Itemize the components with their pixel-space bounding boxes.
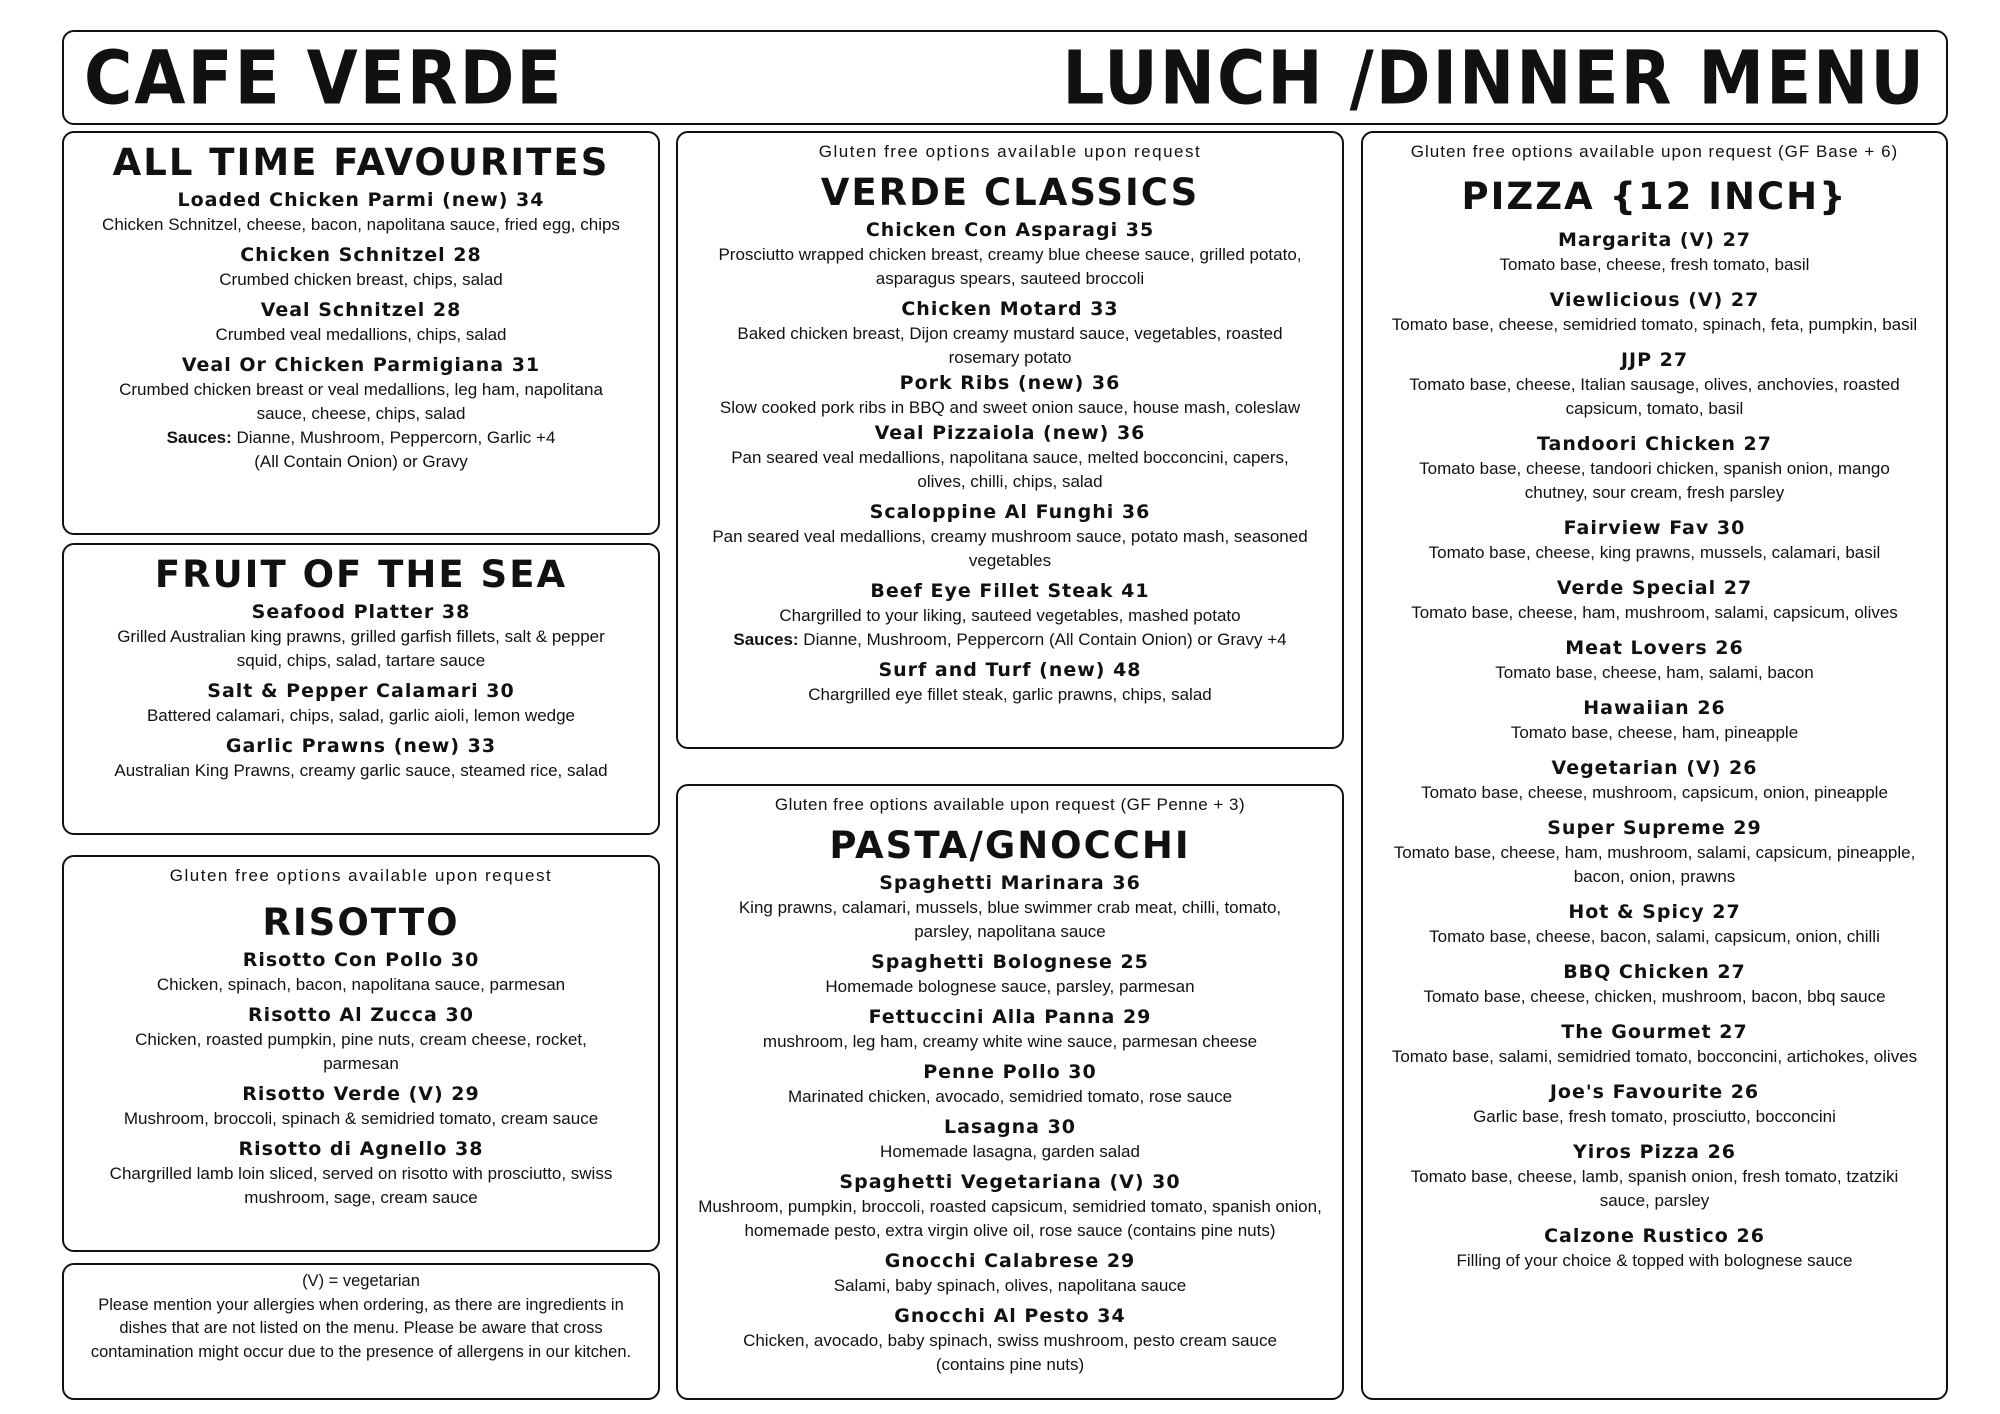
menu-item-desc: Chicken Schnitzel, cheese, bacon, napolitana sauce, fried egg, chips <box>102 215 620 234</box>
menu-item-desc: Grilled Australian king prawns, grilled garfish fillets, salt & pepper squid, chips, salad, tartare sauce <box>117 627 605 670</box>
menu-item-desc: Salami, baby spinach, olives, napolitana sauce <box>833 1276 1187 1295</box>
menu-item-desc: Tomato base, cheese, lamb, spanish onion, fresh tomato, tzatziki sauce, parsley <box>1410 1167 1899 1210</box>
sauces-label: Sauces: <box>166 428 232 447</box>
menu-item-name: Chicken Motard 33 <box>901 298 1119 320</box>
sauces-text: Dianne, Mushroom, Peppercorn, Garlic +4 <box>231 428 556 447</box>
menu-item-desc: Australian King Prawns, creamy garlic sauce, steamed rice, salad <box>114 761 608 780</box>
menu-item-name: BBQ Chicken 27 <box>1563 961 1746 983</box>
section-title: ALL TIME FAVOURITES <box>112 141 610 184</box>
allergy-info-box <box>62 1263 660 1400</box>
menu-item-desc: Crumbed veal medallions, chips, salad <box>215 325 507 344</box>
menu-item-desc: Mushroom, broccoli, spinach & semidried tomato, cream sauce <box>123 1109 599 1128</box>
menu-item-name: Hot & Spicy 27 <box>1568 901 1741 923</box>
menu-item-desc: Chicken, roasted pumpkin, pine nuts, cream cheese, rocket, parmesan <box>135 1030 587 1073</box>
gluten-free-note: Gluten free options available upon request (GF Base + 6) <box>1410 142 1899 161</box>
menu-item-name: Risotto Con Pollo 30 <box>242 949 480 971</box>
menu-item-desc: Chargrilled lamb loin sliced, served on risotto with prosciutto, swiss mushroom, sage, cream sauce <box>109 1164 613 1207</box>
classics-section <box>676 131 1344 749</box>
menu-item-name: Yiros Pizza 26 <box>1572 1141 1737 1163</box>
menu-item-name: Surf and Turf (new) 48 <box>878 659 1142 681</box>
menu-item-name: Verde Special 27 <box>1556 577 1753 599</box>
menu-item-name: Salt & Pepper Calamari 30 <box>207 680 515 702</box>
menu-item-name: Super Supreme 29 <box>1547 817 1762 839</box>
menu-item-desc: Tomato base, cheese, semidried tomato, spinach, feta, pumpkin, basil <box>1391 315 1918 334</box>
gluten-free-note: Gluten free options available upon request <box>818 142 1202 161</box>
allergy-notice: Please mention your allergies when ordering, as there are ingredients in dishes that are not listed on the menu. Please be aware that cross contamination might occur due to the presence of allergens in our kitchen. <box>90 1295 632 1361</box>
cafe-name: CAFE VERDE <box>84 35 564 122</box>
sea-section <box>62 543 660 835</box>
menu-item-name: Spaghetti Bolognese 25 <box>871 951 1149 973</box>
menu-item-name: Veal Schnitzel 28 <box>260 299 462 321</box>
section-title: RISOTTO <box>262 901 460 944</box>
gluten-free-note: Gluten free options available upon request <box>169 866 553 885</box>
menu-item-desc: Tomato base, cheese, king prawns, mussels, calamari, basil <box>1428 543 1881 562</box>
menu-item-desc: Mushroom, pumpkin, broccoli, roasted capsicum, semidried tomato, spanish onion, homemade pesto, extra virgin olive oil, rose sauce (contains pine nuts) <box>698 1197 1322 1240</box>
pasta-section <box>676 784 1344 1400</box>
menu-item-desc: Tomato base, cheese, ham, salami, bacon <box>1495 663 1814 682</box>
menu-item-name: Veal Pizzaiola (new) 36 <box>874 422 1146 444</box>
menu-item-desc: Tomato base, cheese, ham, pineapple <box>1510 723 1799 742</box>
menu-item-desc: Tomato base, cheese, bacon, salami, capsicum, onion, chilli <box>1429 927 1880 946</box>
menu-item-name: Risotto Al Zucca 30 <box>248 1004 474 1026</box>
sauces-line <box>678 628 1342 652</box>
menu-item-desc: Filling of your choice & topped with bolognese sauce <box>1456 1251 1853 1270</box>
menu-item-desc: Tomato base, salami, semidried tomato, bocconcini, artichokes, olives <box>1391 1047 1918 1066</box>
vegetarian-legend: (V) = vegetarian <box>302 1272 420 1290</box>
menu-item-desc: Marinated chicken, avocado, semidried tomato, rose sauce <box>787 1087 1233 1106</box>
menu-item-name: Spaghetti Vegetariana (V) 30 <box>839 1171 1181 1193</box>
menu-item-name: Lasagna 30 <box>943 1116 1077 1138</box>
menu-item-name: Risotto di Agnello 38 <box>238 1138 484 1160</box>
risotto-section <box>62 855 660 1252</box>
gluten-free-note: Gluten free options available upon request (GF Penne + 3) <box>774 795 1246 814</box>
menu-item-name: Chicken Schnitzel 28 <box>240 244 482 266</box>
menu-item-name: Gnocchi Al Pesto 34 <box>894 1305 1126 1327</box>
menu-item-name: Beef Eye Fillet Steak 41 <box>870 580 1150 602</box>
section-title: VERDE CLASSICS <box>820 171 1200 214</box>
menu-item-name: Gnocchi Calabrese 29 <box>884 1250 1136 1272</box>
menu-header <box>62 30 1948 125</box>
menu-item-desc: Pan seared veal medallions, napolitana sauce, melted bocconcini, capers, olives, chilli, chips, salad <box>731 448 1289 491</box>
menu-item-name: JJP 27 <box>1620 349 1689 371</box>
menu-item-desc: Baked chicken breast, Dijon creamy mustard sauce, vegetables, roasted rosemary potato <box>737 324 1283 367</box>
menu-item-name: Joe's Favourite 26 <box>1549 1081 1760 1103</box>
sauces-label: Sauces: <box>733 630 799 649</box>
menu-item-name: Tandoori Chicken 27 <box>1537 433 1772 455</box>
sauces-line <box>64 426 658 450</box>
sauces-note: (All Contain Onion) or Gravy <box>254 452 468 471</box>
pizza-section <box>1361 131 1948 1400</box>
menu-item-name: Vegetarian (V) 26 <box>1551 757 1758 779</box>
menu-item-desc: Pan seared veal medallions, creamy mushroom sauce, potato mash, seasoned vegetables <box>712 527 1308 570</box>
menu-item-desc: King prawns, calamari, mussels, blue swimmer crab meat, chilli, tomato, parsley, napolitana sauce <box>738 898 1282 941</box>
menu-item-desc: Tomato base, cheese, tandoori chicken, spanish onion, mango chutney, sour cream, fresh parsley <box>1419 459 1890 502</box>
menu-item-desc: Chicken, spinach, bacon, napolitana sauce, parmesan <box>156 975 566 994</box>
favourites-section <box>62 131 660 535</box>
section-title: PIZZA {12 INCH} <box>1461 175 1848 218</box>
menu-item-desc: Crumbed chicken breast, chips, salad <box>219 270 503 289</box>
menu-item-name: Margarita (V) 27 <box>1557 229 1752 251</box>
menu-item-name: Viewlicious (V) 27 <box>1549 289 1760 311</box>
menu-item-desc: Chicken, avocado, baby spinach, swiss mushroom, pesto cream sauce (contains pine nuts) <box>743 1331 1277 1374</box>
menu-item-desc: Chargrilled eye fillet steak, garlic prawns, chips, salad <box>808 685 1212 704</box>
menu-item-desc: Homemade bolognese sauce, parsley, parmesan <box>825 977 1195 996</box>
menu-item-desc: Tomato base, cheese, chicken, mushroom, bacon, bbq sauce <box>1423 987 1886 1006</box>
menu-item-desc: Crumbed chicken breast or veal medallions, leg ham, napolitana sauce, cheese, chips, salad <box>119 380 603 423</box>
menu-item-desc: mushroom, leg ham, creamy white wine sauce, parmesan cheese <box>762 1032 1258 1051</box>
menu-item-desc: Tomato base, cheese, mushroom, capsicum, onion, pineapple <box>1421 783 1888 802</box>
menu-item-name: The Gourmet 27 <box>1561 1021 1748 1043</box>
menu-item-name: Chicken Con Asparagi 35 <box>865 219 1155 241</box>
menu-title: LUNCH /DINNER MENU <box>1062 35 1926 122</box>
menu-item-name: Fettuccini Alla Panna 29 <box>868 1006 1152 1028</box>
menu-item-desc: Slow cooked pork ribs in BBQ and sweet onion sauce, house mash, coleslaw <box>719 398 1301 417</box>
menu-item-desc: Garlic base, fresh tomato, prosciutto, bocconcini <box>1473 1107 1836 1126</box>
menu-item-name: Scaloppine Al Funghi 36 <box>869 501 1151 523</box>
section-title: FRUIT OF THE SEA <box>154 553 568 596</box>
menu-item-name: Spaghetti Marinara 36 <box>879 872 1141 894</box>
menu-item-desc: Tomato base, cheese, ham, mushroom, salami, capsicum, olives <box>1411 603 1898 622</box>
menu-item-desc: Tomato base, cheese, fresh tomato, basil <box>1499 255 1810 274</box>
menu-item-name: Garlic Prawns (new) 33 <box>225 735 497 757</box>
section-title: PASTA/GNOCCHI <box>829 824 1191 867</box>
menu-item-desc: Battered calamari, chips, salad, garlic aioli, lemon wedge <box>146 706 576 725</box>
menu-item-desc: Chargrilled to your liking, sauteed vegetables, mashed potato <box>779 606 1241 625</box>
menu-item-name: Seafood Platter 38 <box>251 601 471 623</box>
menu-item-name: Meat Lovers 26 <box>1565 637 1744 659</box>
menu-item-name: Fairview Fav 30 <box>1563 517 1746 539</box>
menu-item-desc: Tomato base, cheese, ham, mushroom, salami, capsicum, pineapple, bacon, onion, prawns <box>1393 843 1916 886</box>
menu-item-name: Risotto Verde (V) 29 <box>242 1083 480 1105</box>
menu-item-name: Pork Ribs (new) 36 <box>899 372 1121 394</box>
menu-item-desc: Homemade lasagna, garden salad <box>880 1142 1140 1161</box>
menu-item-name: Penne Pollo 30 <box>923 1061 1097 1083</box>
menu-item-name: Veal Or Chicken Parmigiana 31 <box>181 354 541 376</box>
menu-item-name: Hawaiian 26 <box>1583 697 1726 719</box>
sauces-text: Dianne, Mushroom, Peppercorn (All Contain Onion) or Gravy +4 <box>798 630 1287 649</box>
menu-item-name: Calzone Rustico 26 <box>1544 1225 1765 1247</box>
menu-item-desc: Prosciutto wrapped chicken breast, creamy blue cheese sauce, grilled potato, asparagus spears, sauteed broccoli <box>718 245 1302 288</box>
menu-item-name: Loaded Chicken Parmi (new) 34 <box>177 189 545 211</box>
menu-item-desc: Tomato base, cheese, Italian sausage, olives, anchovies, roasted capsicum, tomato, basil <box>1409 375 1900 418</box>
